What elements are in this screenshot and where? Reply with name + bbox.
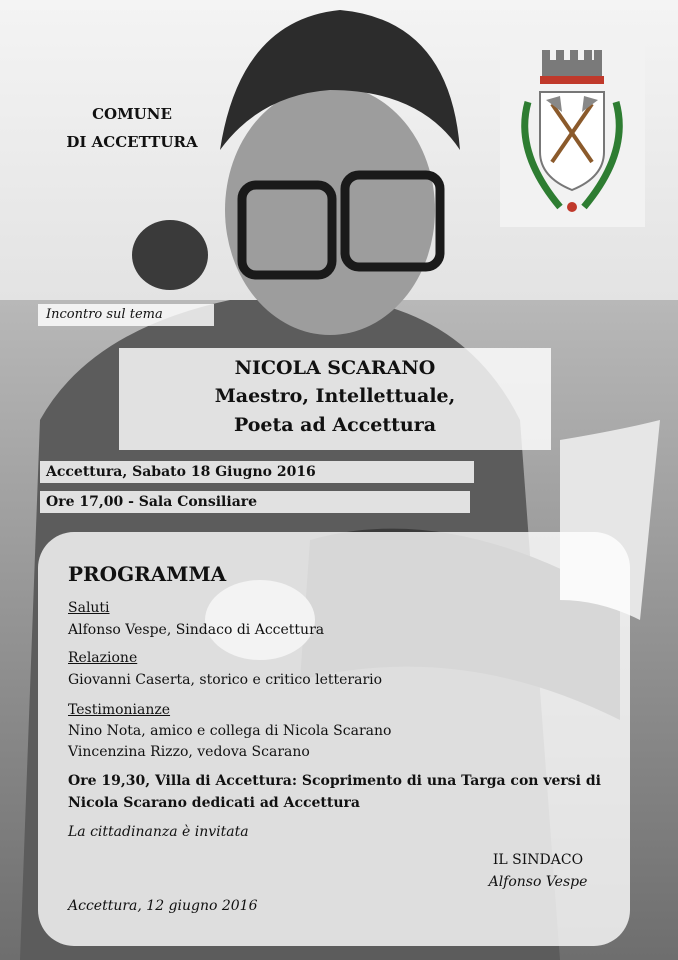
comune-title: [62, 100, 202, 156]
relazione-label: Relazione: [68, 650, 138, 666]
title-line-2: Maestro, Intellettuale,: [214, 385, 456, 407]
targa-line-2: Nicola Scarano dedicati ad Accettura: [68, 795, 360, 811]
testimonianze-label: Testimonianze: [68, 702, 171, 718]
sindaco-name: Alfonso Vespe: [488, 874, 588, 890]
sindaco-title: IL SINDACO: [492, 852, 584, 868]
testimonianze-line-2: Vincenzina Rizzo, vedova Scarano: [68, 744, 310, 760]
event-time-place: Ore 17,00 - Sala Consiliare: [40, 491, 470, 513]
invitation-text: La cittadinanza è invitata: [68, 824, 249, 840]
place-date: Accettura, 12 giugno 2016: [68, 898, 258, 914]
title-line-3: Poeta ad Accettura: [233, 414, 437, 436]
programma-heading: PROGRAMMA: [68, 562, 227, 586]
coat-of-arms-icon: [500, 42, 645, 227]
relazione-text: Giovanni Caserta, storico e critico letterario: [68, 672, 383, 688]
honoree-name: NICOLA SCARANO: [234, 357, 436, 379]
title-box: [119, 348, 551, 450]
programma-box: [38, 532, 630, 946]
targa-line-1: Ore 19,30, Villa di Accettura: Scoprimento di una Targa con versi di: [68, 773, 601, 789]
testimonianze-line-1: Nino Nota, amico e collega di Nicola Scarano: [68, 723, 392, 739]
comune-line-2: DI ACCETTURA: [66, 133, 198, 151]
event-date: Accettura, Sabato 18 Giugno 2016: [40, 461, 474, 483]
saluti-text: Alfonso Vespe, Sindaco di Accettura: [68, 622, 325, 638]
intro-label: Incontro sul tema: [38, 304, 214, 326]
saluti-label: Saluti: [68, 600, 110, 616]
comune-line-1: COMUNE: [92, 105, 172, 123]
